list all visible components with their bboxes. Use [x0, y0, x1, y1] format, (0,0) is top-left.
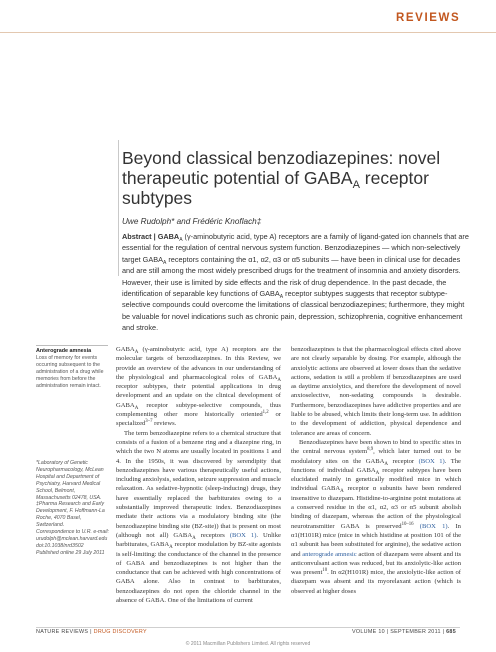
- glossary-term: Anterograde amnesia: [36, 348, 92, 354]
- doi: doi:10.1038/nrd3502: [36, 542, 84, 549]
- correspondence: Correspondence to U.R. e-mail: urudolph@mclean.harvard.edu: [36, 529, 109, 542]
- abstract-sub: A: [162, 259, 167, 266]
- title-part-3: receptor subtypes: [122, 168, 429, 208]
- authors: Uwe Rudolph* and Frédéric Knoflach‡: [122, 217, 262, 226]
- page-number: 685: [446, 629, 456, 635]
- body-paragraph: Benzodiazepines have been shown to bind to specific sites in the central nervous system$^{8,9}$, which later turned out to be modulatory sites on the $GABA_A$ receptor (BOX 1). The functions of individual $GABA_A$ receptor subtypes have been elucidated mainly in genetically modified mice in which individual $GABA_A$ receptor α subunits have been rendered insensitive to diazepam. Histidine-to-arginine point mutations at a conserved residue in the α1, α2, α3 or α5 subunit abolish binding of diazepam, whereas the action of the physiological neurotransmitter GABA is preserved$^{10-16}$ (BOX 1). In α1(H101R) mice (mice in which histidine at position 101 of the α1 subunit has been substituted for arginine), the sedative action and anterograde amnesic action of diazepam were absent and its anticonvulsant action was reduced, but its anxiolytic-like action was present$^{10}$. In α2(H101R) mice, the anxiolytic-like action of diazepam was absent and its myorelaxant action (which is observed at higher doses: [291, 438, 462, 595]
- title-subscript: A: [352, 179, 360, 191]
- abstract-part: receptor subtypes suggests that receptor subtype-selective compounds could overcome the limitations of classical benzodiazepines; furthermore, they might be valuable for novel indications such as chronic pain, depression, schizophrenia, cognitive enhancement and stroke.: [122, 289, 465, 333]
- journal-name: NATURE REVIEWS | DRUG DISCOVERY: [36, 629, 147, 635]
- abstract-sub: A: [279, 294, 284, 301]
- affiliations: [36, 460, 110, 557]
- section-label: REVIEWS: [396, 12, 461, 24]
- copyright: © 2011 Macmillan Publishers Limited. All rights reserved: [185, 641, 311, 647]
- abstract: [122, 231, 472, 334]
- box-link[interactable]: (BOX 1): [413, 522, 448, 530]
- header-divider: [0, 32, 496, 33]
- volume-info: VOLUME 10 | SEPTEMBER 2011 | 685: [352, 629, 456, 635]
- affiliation: *Laboratory of Genetic Neuropharmacology, McLean Hospital and Department of Psychiatry, Harvard Medical School, Belmont, Massachusetts 02478, USA.: [36, 460, 104, 501]
- affiliation: ‡Pharma Research and Early Development, F. Hoffmann-La Roche, 4070 Basel, Switzerland.: [36, 501, 105, 529]
- body-paragraph: benzodiazepines is that the pharmacological effects cited above are not clearly separable by dosing. For example, although the anxiolytic actions are observed at lower doses than the sedative actions, sedation is still a problem if benzodiazepines are used as daytime anxiolytics, and therefore the development of novel anxioselective, non-sedating compounds is desirable. Furthermore, benzodiazepines have addictive properties and are liable to be abused, which limits their long-term use. In addition to the development of addiction, physical dependence and tolerance are areas of concern.: [291, 346, 461, 437]
- article-title: [122, 148, 462, 208]
- title-rule: [118, 140, 119, 276]
- abstract-part: Abstract | GABA: [122, 232, 180, 241]
- abstract-part: receptors containing the α1, α2, α3 or α5 subunits — have been in clinical use for decades and are still among the most widely prescribed drugs for the treatment of insomnia and anxiety disorders. However, their use is limited by side effects and the risk of drug dependence. In the past decade, the identification of separable key functions of GABA: [122, 254, 461, 299]
- abstract-sub: A: [179, 237, 183, 243]
- box-link[interactable]: (BOX 1): [414, 457, 445, 465]
- footer-divider: [36, 627, 460, 628]
- body-column-left: [116, 345, 281, 605]
- glossary-link[interactable]: anterograde amnesic: [302, 550, 357, 558]
- body-column-right: [291, 345, 461, 596]
- glossary-rule: [36, 345, 108, 346]
- glossary-definition: Loss of memory for events occurring subsequent to the administration of a drug while memories from before the administration remain intact.: [36, 354, 104, 389]
- body-paragraph: $GABA_A$ (γ-aminobutyric acid, type A) receptors are the molecular targets of benzodiazepines. In this Review, we provide an overview of the advances in our understanding of the physiological and pharmacological roles of $GABA_A$ receptor subtypes, their potential applications in drug development and an update on the clinical development of $GABA_A$ receptor subtype-selective compounds, thus complementing other more historically oriented$^{1,2}$ or specialized$^{3-7}$ reviews.: [116, 346, 281, 428]
- published-date: Published online 29 July 2011: [36, 549, 105, 556]
- body-paragraph: The term benzodiazepine refers to a chemical structure that consists of a fusion of a benzene ring and a diazepine ring, in which the two N atoms are usually located in positions 1 and 4. In the 1950s, it was discovered by serendipity that benzodiazepines have various therapeutically useful actions, including anxiolysis, sedation, seizure suppression and muscle relaxation. As sedative-hypnotic (sleep-inducing) drugs, they have essentially replaced the barbiturates owing to a substantially improved therapeutic index. Benzodiazepines mediate their actions via a modulatory binding site (the benzodiazepine binding site (BZ-site)) that is present on most (although not all) $GABA_A$ receptors (BOX 1). Unlike barbiturates, $GABA_A$ receptor modulation by BZ-site agonists is self-limiting: the conductance of the channel in the presence of GABA and benzodiazepines is not higher than the conductance that can be achieved with high concentrations of GABA alone. Also in contrast to barbiturates, benzodiazepines do not open the chloride channel in the absence of GABA. One of the limitations of current: [116, 429, 281, 605]
- glossary-box: [36, 348, 110, 389]
- box-link[interactable]: (BOX 1): [224, 531, 257, 539]
- abstract-part: (γ-aminobutyric acid, type A) receptors are a family of ligand-gated ion channels that are essential for the regulation of central nervous system function. Benzodiazepines — which non-selectively target GABA: [122, 232, 469, 264]
- title-part-1: Beyond classical benzodiazepines: novel therapeutic potential of GABA: [122, 148, 441, 188]
